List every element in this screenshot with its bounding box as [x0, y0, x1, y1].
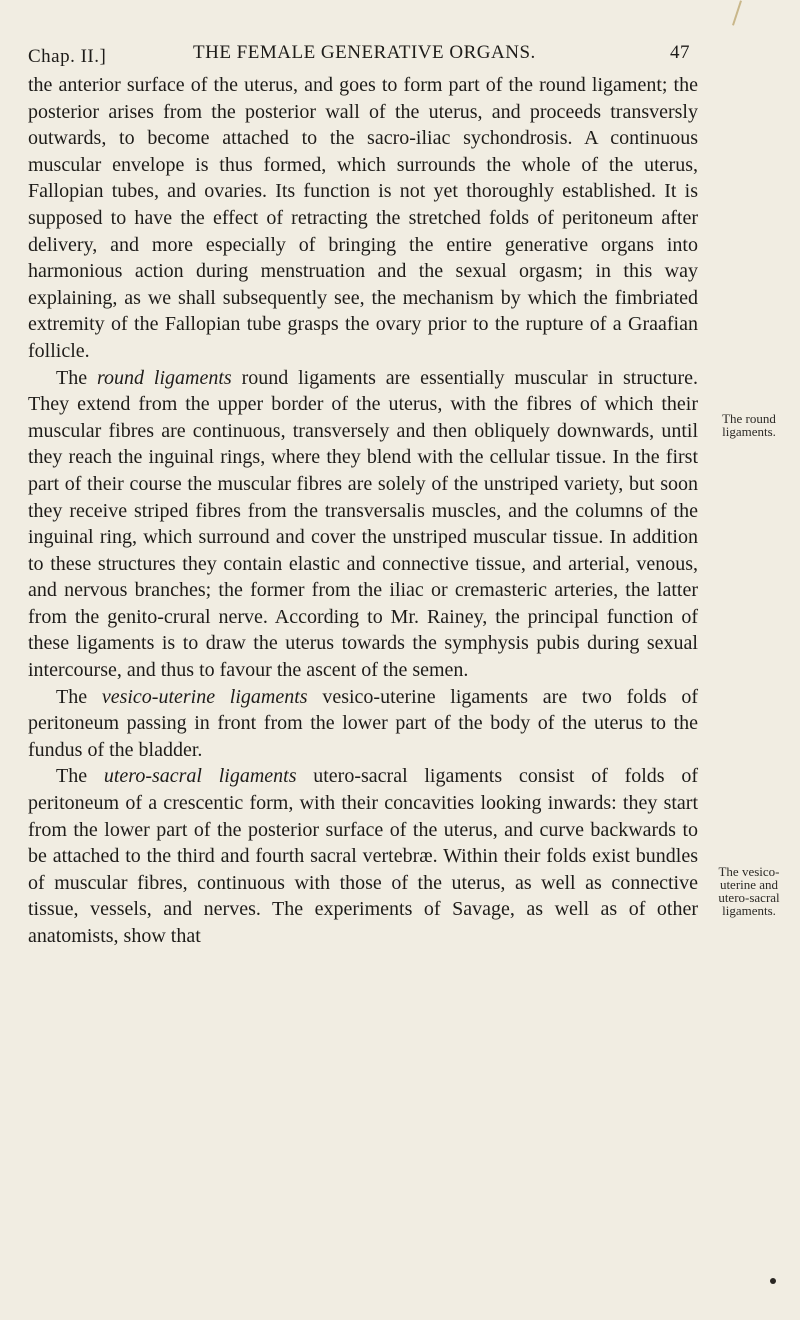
body-text: [28, 72, 698, 950]
term-vesico-uterine-ligaments: vesico-uterine ligaments: [101, 685, 308, 708]
paragraph-round-body: round ligaments are essentially muscular in structure. They extend from the upper border of the uterus, with the fibres of which their muscular fibres are continuous, transversely and then obliquely downwards, until they reach the inguinal rings, where they blend with the cellular tissue. In the first part of their course the muscular fibres are solely of the unstriped variety, but soon they receive striped fibres from the transversalis muscles, and the columns of the inguinal ring, which surround and cover the unstriped muscular tissue. In addition to these structures they contain elastic and connective tissue, and arterial, venous, and nervous branches; the former from the iliac or cremasteric arteries, the latter from the genito-crural nerve. According to Mr. Rainey, the principal function of these ligaments is to draw the uterus towards the symphysis pubis during sexual intercourse, and thus to favour the ascent of the semen.: [28, 366, 698, 682]
paragraph-vesico-uterine: [28, 684, 698, 764]
side-note-vesico-utero-sacral: The vesico-uterine and utero-sacral ligaments.: [718, 864, 780, 918]
paragraph-continuation: the anterior surface of the uterus, and goes to form part of the round ligament; the posterior arises from the posterior wall of the uterus, and proceeds transversly outwards, to become attached to the sacro-iliac sychondrosis. A continuous muscular envelope is thus formed, which surrounds the whole of the uterus, Fallopian tubes, and ovaries. Its function is not yet thoroughly established. It is supposed to have the effect of retracting the stretched folds of peritoneum after delivery, and more especially of bringing the entire generative organs into harmonious action during menstruation and the sexual orgasm; in this way explaining, as we shall subsequently see, the mechanism by which the fimbriated extremity of the Fallopian tube grasps the ovary prior to the rupture of a Graafian follicle.: [28, 74, 698, 362]
term-round-ligaments: round ligaments: [96, 366, 232, 389]
paragraph-utero-sacral: [28, 763, 698, 949]
paragraph-utero-lead: The: [56, 765, 88, 788]
paper-scratch: [732, 0, 742, 25]
term-utero-sacral-ligaments: utero-sacral ligaments: [103, 765, 297, 788]
page-title: THE FEMALE GENERATIVE ORGANS.: [193, 42, 536, 63]
paragraph-vesico-lead: The: [56, 685, 88, 708]
paragraph-utero-body: utero-sacral ligaments consist of folds of peritoneum of a crescentic form, with their concavities looking inwards: they start from the lower part of the posterior surface of the uterus, and curve backwards to be attached to the third and fourth sacral vertebræ. Within their folds exist bundles of muscular fibres, continuous with those of the uterus, as well as connective tissue, vessels, and nerves. The experiments of Savage, as well as of other anatomists, show that: [28, 765, 698, 947]
paragraph-vesico-body: vesico-uterine ligaments are two folds of peritoneum passing in front from the lower part of the body of the uterus to the fundus of the bladder.: [28, 685, 699, 761]
paragraph-round-lead: The: [56, 366, 88, 389]
paragraph-round-ligaments: [28, 365, 698, 684]
ink-mark: [770, 1278, 776, 1284]
page-number: 47: [670, 42, 690, 63]
side-note-round-ligaments: The round ligaments.: [722, 411, 776, 439]
chapter-label: Chap. II.]: [28, 46, 107, 67]
running-header: [28, 42, 690, 72]
